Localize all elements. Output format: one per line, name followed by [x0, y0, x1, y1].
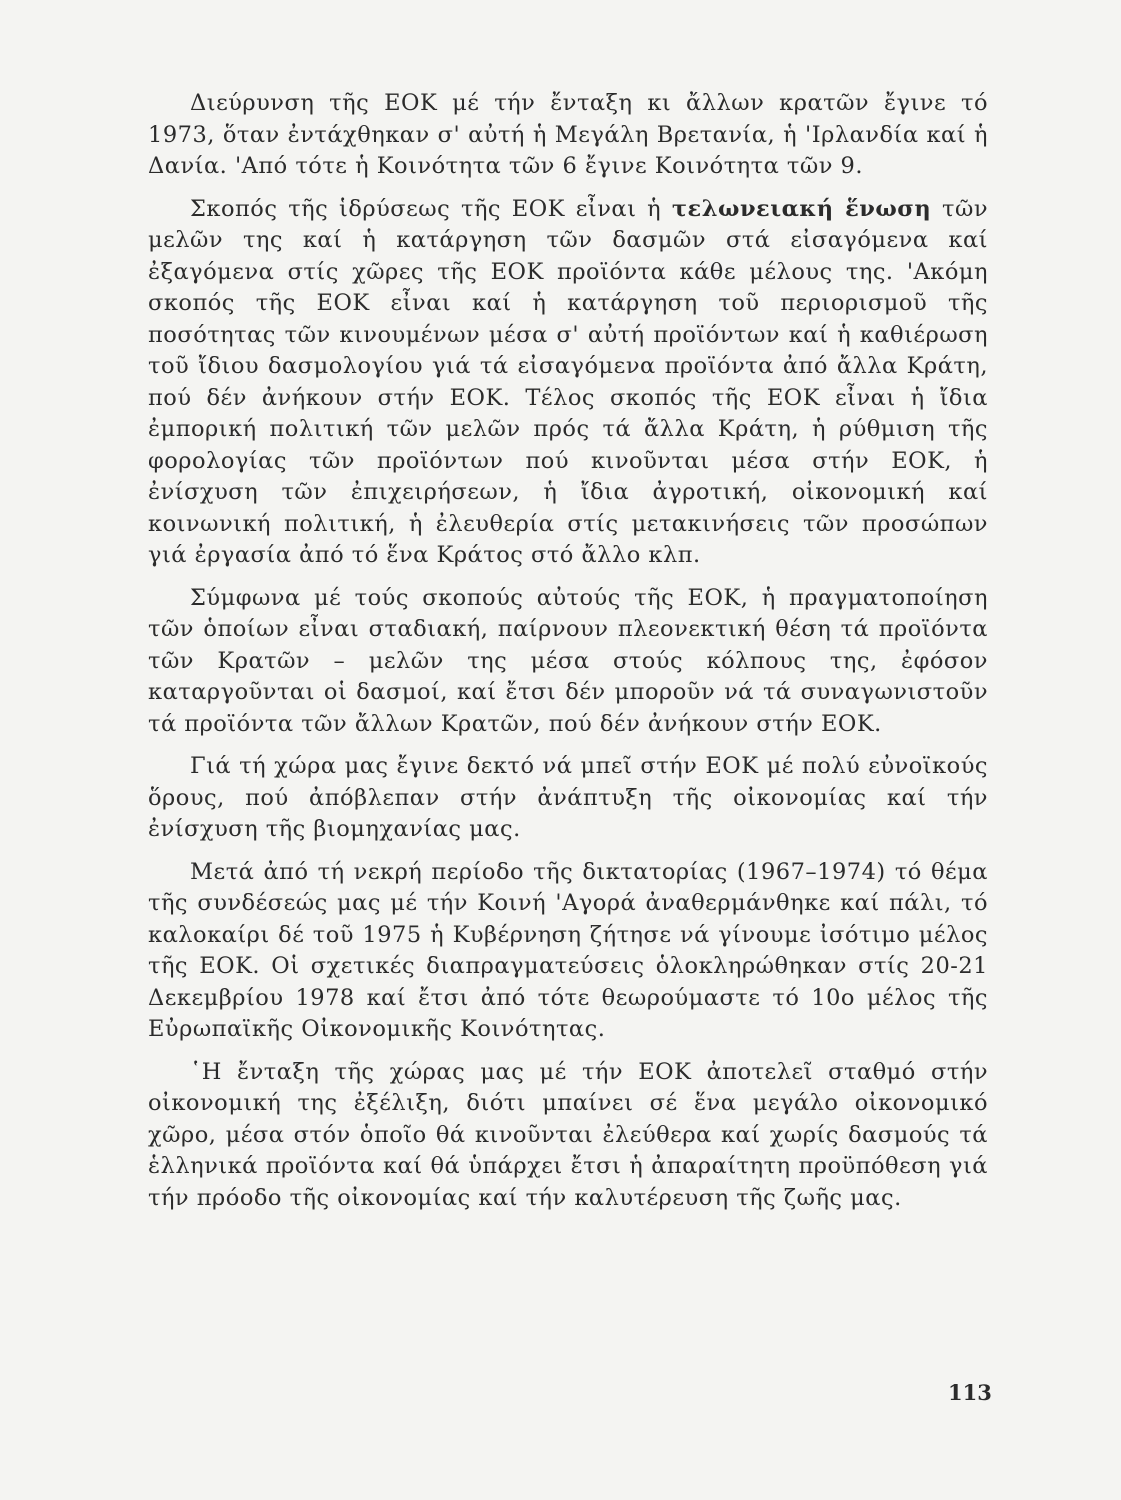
page-number: 113	[948, 1380, 992, 1405]
bold-term-customs-union: τελωνειακή ἕνωση	[671, 195, 932, 222]
paragraph-2-rest: τῶν μελῶν της καί ἡ κατάργηση τῶν δασμῶν στά εἰσαγόμενα καί ἐξαγόμενα στίς χῶρες τῆς ΕΟΚ προϊόντα κάθε μέλους της. 'Ακόμη σκοπός τῆς ΕΟΚ εἶναι καί ἡ κατάργηση τοῦ περιορισμοῦ τῆς ποσότητας τῶν κινουμένων μέσα σ' αὐτή προϊόντων καί ἡ καθιέρωση τοῦ ἴδιου δασμολογίου γιά τά εἰσαγόμενα προϊόντα ἀπό ἄλλα Κράτη, πού δέν ἀνήκουν στήν ΕΟΚ. Τέλος σκοπός τῆς ΕΟΚ εἶναι ἡ ἴδια ἐμπορική πολιτική τῶν μελῶν πρός τά ἄλλα Κράτη, ἡ ρύθμιση τῆς φορολογίας τῶν προϊόντων πού κινοῦνται μέσα στήν ΕΟΚ, ἡ ἐνίσχυση τῶν ἐπιχειρήσεων, ἡ ἴδια ἀγροτική, οἰκονομική καί κοινωνική πολιτική, ἡ ἐλευθερία στίς μετακινήσεις τῶν προσώπων γιά ἐργασία ἀπό τό ἕνα Κράτος στό ἄλλο κλπ.	[148, 195, 988, 568]
paragraph-5: Μετά ἀπό τή νεκρή περίοδο τῆς δικτατορίας (1967–1974) τό θέμα τῆς συνδέσεώς μας μέ τήν Κοινή 'Αγορά ἀναθερμάνθηκε καί πάλι, τό καλοκαίρι δέ τοῦ 1975 ἡ Κυβέρνηση ζήτησε νά γίνουμε ἰσότιμο μέλος τῆς ΕΟΚ. Οἱ σχετικές διαπραγματεύσεις ὁλοκληρώθηκαν στίς 20-21 Δεκεμβρίου 1978 καί ἔτσι ἀπό τότε θεωρούμαστε τό 10ο μέλος τῆς Εὐρωπαϊκῆς Οἰκονομικῆς Κοινότητας.	[148, 858, 988, 1042]
paragraph-3: Σύμφωνα μέ τούς σκοπούς αὐτούς τῆς ΕΟΚ, ἡ πραγματοποίηση τῶν ὁποίων εἶναι σταδιακή, παίρνουν πλεονεκτική θέση τά προϊόντα τῶν Κρατῶν – μελῶν της μέσα στούς κόλπους της, ἐφόσον καταργοῦνται οἱ δασμοί, καί ἔτσι δέν μποροῦν νά τά συναγωνιστοῦν τά προϊόντα τῶν ἄλλων Κρατῶν, πού δέν ἀνήκουν στήν ΕΟΚ.	[148, 584, 988, 737]
paragraph-2-lead: Σκοπός τῆς ἱδρύσεως τῆς ΕΟΚ εἶναι ἡ	[190, 195, 672, 222]
page-body	[148, 88, 988, 1225]
paragraph-4: Γιά τή χώρα μας ἔγινε δεκτό νά μπεῖ στήν ΕΟΚ μέ πολύ εὐνοϊκούς ὅρους, πού ἀπόβλεπαν στήν ἀνάπτυξη τῆς οἰκονομίας καί τήν ἐνίσχυση τῆς βιομηχανίας μας.	[148, 753, 988, 842]
paragraph-1: Διεύρυνση τῆς ΕΟΚ μέ τήν ἔνταξη κι ἄλλων κρατῶν ἔγινε τό 1973, ὅταν ἐντάχθηκαν σ' αὐτή ἡ Μεγάλη Βρετανία, ἡ 'Ιρλανδία καί ἡ Δανία. 'Από τότε ἡ Κοινότητα τῶν 6 ἔγινε Κοινότητα τῶν 9.	[148, 90, 988, 179]
paragraph-2	[148, 194, 988, 572]
paragraph-6: ῾Η ἔνταξη τῆς χώρας μας μέ τήν ΕΟΚ ἀποτελεῖ σταθμό στήν οἰκονομική της ἐξέλιξη, διότι μπαίνει σέ ἕνα μεγάλο οἰκονομικό χῶρο, μέσα στόν ὁποῖο θά κινοῦνται ἐλεύθερα καί χωρίς δασμούς τά ἑλληνικά προϊόντα καί θά ὑπάρχει ἔτσι ἡ ἀπαραίτητη προϋπόθεση γιά τήν πρόοδο τῆς οἰκονομίας καί τήν καλυτέρευση τῆς ζωῆς μας.	[148, 1058, 988, 1211]
